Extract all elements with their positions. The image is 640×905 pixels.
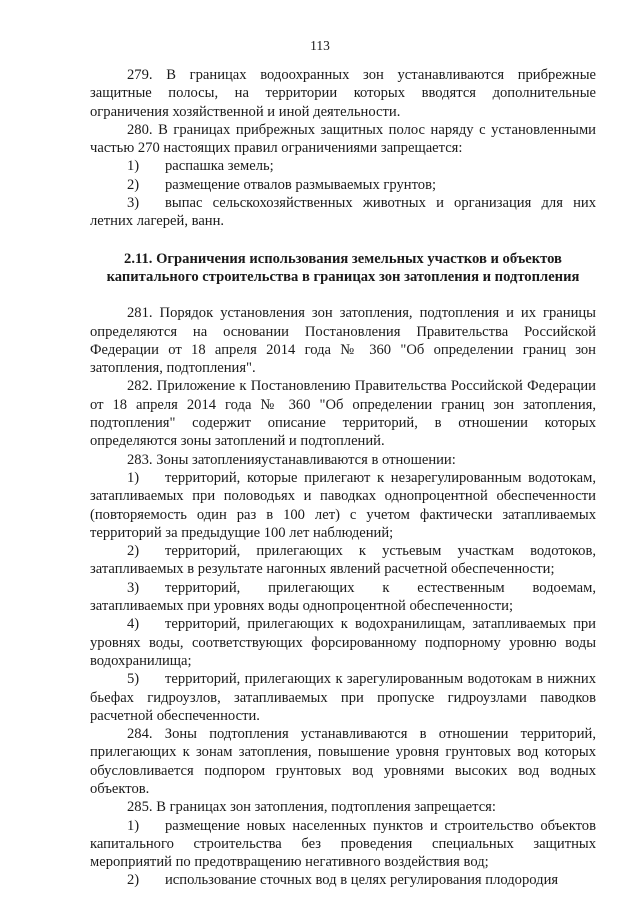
paragraph: 279. В границах водоохранных зон устанавливаются прибрежные защитные полосы, на территории которых вводятся дополнительные ограничения хозяйственной и иной деятельности.: [90, 67, 596, 120]
list-item-number: 3): [127, 579, 140, 596]
list-item: [90, 157, 596, 175]
list-item-number: 1): [127, 817, 140, 834]
list-item: [90, 579, 596, 616]
list-item: [90, 176, 596, 194]
list-item-text: использование сточных вод в целях регулирования плодородия: [165, 872, 559, 889]
list-item-text: территорий, прилегающих к естественным водоемам, затапливаемых при уровнях воды однопроцентной обеспеченности;: [90, 579, 596, 615]
list-item-number: 3): [127, 195, 140, 212]
paragraph: 280. В границах прибрежных защитных полос наряду с установленными частью 270 настоящих правил ограничениями запрещается:: [90, 121, 596, 157]
list-item: [90, 615, 596, 670]
list-item-number: 4): [127, 616, 140, 633]
list-item-text: территорий, прилегающих к зарегулированным водотокам в нижних бьефах гидроузлов, затапливаемых при пропуске гидроузлами паводков расчетной обеспеченности.: [90, 671, 596, 724]
document-body: [90, 66, 596, 890]
list-item-text: размещение отвалов размываемых грунтов;: [165, 176, 437, 193]
list-item-number: 5): [127, 671, 140, 688]
paragraph: 282. Приложение к Постановлению Правительства Российской Федерации от 18 апреля 2014 года № 360 "Об определении границ зон затопления, подтопления" содержит описание территорий, в отношении которых определяются зоны затоплений и подтоплений.: [90, 378, 596, 450]
paragraph: 285. В границах зон затопления, подтопления запрещается:: [127, 799, 496, 816]
list-item-number: 1): [127, 158, 140, 175]
paragraph: 281. Порядок установления зон затопления, подтопления и их границы определяются на основании Постановления Правительства Российской Федерации от 18 апреля 2014 года № 360 "Об определении границ зон затопления, подтопления".: [90, 305, 596, 377]
list-item-text: размещение новых населенных пунктов и строительство объектов капитального строительства без проведения специальных защитных мероприятий по предотвращению негативного воздействия вод;: [90, 817, 596, 871]
list-item: [90, 469, 596, 542]
paragraph: 283. Зоны затопленияустанавливаются в отношении:: [127, 451, 456, 468]
list-item: [90, 670, 596, 725]
list-item-text: территорий, прилегающих к водохранилищам, затапливаемых при уровнях воды, соответствующих форсированному подпорному уровню воды водохранилища;: [90, 616, 596, 669]
list-item-text: распашка земель;: [165, 158, 274, 175]
page-number: 113: [310, 38, 330, 53]
paragraph: 284. Зоны подтопления устанавливаются в отношении территорий, прилегающих к зонам затопления, повышение уровня грунтовых вод которых обусловливается подпором грунтовых вод уровнями высоких вод водных объектов.: [90, 726, 596, 797]
list-item: [90, 817, 596, 872]
list-item-number: 2): [127, 176, 140, 193]
list-item-number: 1): [127, 469, 140, 486]
list-item-number: 2): [127, 872, 140, 889]
list-item: [90, 194, 596, 231]
list-item-number: 2): [127, 543, 140, 560]
list-item-text: территорий, которые прилегают к незарегулированным водотокам, затапливаемых при половодьях и паводках однопроцентной обеспеченности (повторяемость один раз в 100 лет) с учетом фактически затапливаемых территорий за предыдущие 100 лет наблюдений;: [90, 469, 596, 541]
list-item-text: выпас сельскохозяйственных животных и организация для них летних лагерей, ванн.: [90, 195, 596, 230]
list-item: [90, 871, 596, 889]
list-item-text: территорий, прилегающих к устьевым участкам водотоков, затапливаемых в результате нагонных явлений расчетной обеспеченности;: [90, 543, 596, 578]
list-item: [90, 542, 596, 579]
section-heading: 2.11. Ограничения использования земельных участков и объектов капитального строительства в границах зон затопления и подтопления: [106, 250, 580, 285]
